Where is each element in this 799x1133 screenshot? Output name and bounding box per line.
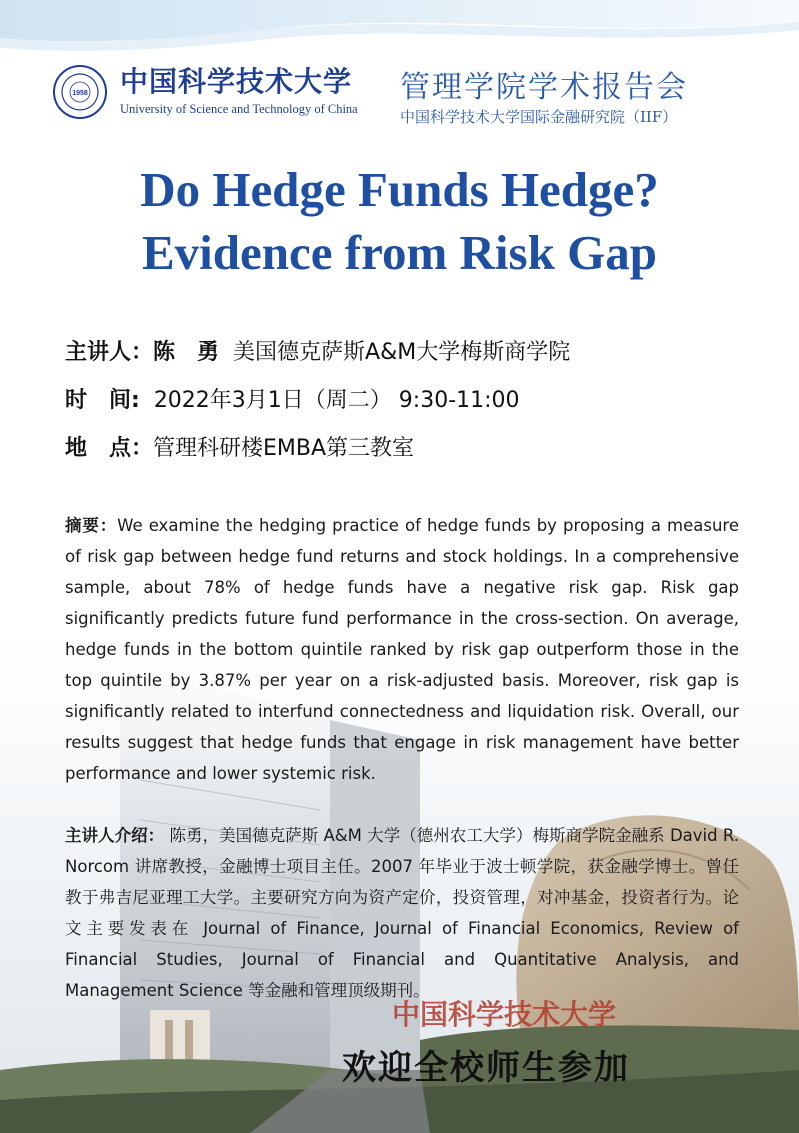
stone-inscription: 中国科学技术大学 bbox=[392, 998, 617, 1031]
speaker-line bbox=[65, 335, 570, 366]
abstract-label: 摘要： bbox=[65, 516, 118, 535]
speaker-label: 主讲人： bbox=[65, 340, 154, 365]
time-value: 2022年3月1日（周二） 9:30-11:00 bbox=[153, 388, 520, 413]
talk-title bbox=[0, 158, 799, 284]
university-name-cn: 中国科学技术大学 bbox=[120, 65, 353, 98]
time-label: 时 间: bbox=[65, 388, 140, 413]
speaker-affiliation: 美国德克萨斯A&M大学梅斯商学院 bbox=[233, 340, 571, 365]
bio-label: 主讲人介绍： bbox=[65, 826, 165, 845]
university-seal-icon bbox=[52, 64, 108, 120]
speaker-name: 陈 勇 bbox=[153, 340, 220, 365]
talk-title-line1: Do Hedge Funds Hedge? bbox=[140, 162, 659, 217]
place-line bbox=[65, 431, 414, 462]
abstract-paragraph bbox=[65, 510, 739, 789]
header bbox=[52, 58, 752, 138]
university-name-en: University of Science and Technology of China bbox=[120, 102, 358, 116]
welcome-message: 欢迎全校师生参加 bbox=[342, 1048, 630, 1088]
seal-year: 1958 bbox=[72, 90, 88, 97]
abstract-text: We examine the hedging practice of hedge funds by proposing a measure of risk gap between hedge fund returns and stock holdings. In a comprehensive sample, about 78% of hedge funds have a negative risk gap. Risk gap significantly predicts future fund performance in the cross-section. On average, hedge funds in the bottom quintile ranked by risk gap outperform those in the top quintile by 3.87% per year on a risk-adjusted basis. Moreover, risk gap is significantly related to interfund connectedness and liquidation risk. Overall, our results suggest that hedge funds that engage in risk management have better performance and lower systemic risk. bbox=[65, 516, 740, 783]
talk-title-line2: Evidence from Risk Gap bbox=[142, 225, 657, 280]
organizer-subtitle: 中国科学技术大学国际金融研究院（IIF） bbox=[400, 108, 678, 126]
bio-text: 陈勇，美国德克萨斯 A&M 大学（德州农工大学）梅斯商学院金融系 David R. Norcom 讲席教授，金融博士项目主任。2007 年毕业于波士顿学院，获金融学博士。曾任教于弗吉尼亚理工大学。主要研究方向为资产定价，投资管理，对冲基金，投资者行为。论文主要发表在 Journal of Finance, Journal of Financial Economics, Review of Financial Studies, Journal of Financial and Quantitative Analysis, and Management Science 等金融和管理顶级期刊。 bbox=[65, 826, 740, 1000]
place-value: 管理科研楼EMBA第三教室 bbox=[153, 436, 415, 461]
place-label: 地 点： bbox=[65, 436, 154, 461]
speaker-bio-paragraph bbox=[65, 820, 739, 1006]
time-line bbox=[65, 383, 520, 414]
organizer-title: 管理学院学术报告会 bbox=[400, 70, 688, 105]
